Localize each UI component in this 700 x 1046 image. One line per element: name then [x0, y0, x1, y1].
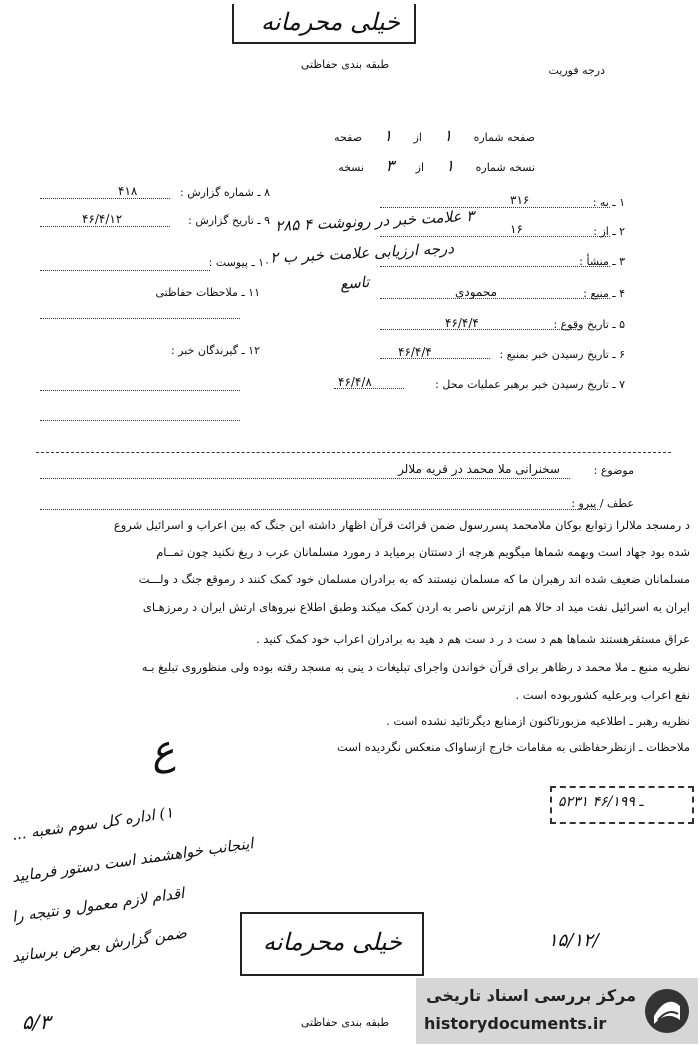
attachment-line [40, 270, 210, 271]
top-classification-stamp [232, 4, 416, 44]
watermark [416, 978, 698, 1044]
source-line [380, 298, 610, 299]
receipt-date-value: ۴۶/۴/۴ [398, 345, 432, 359]
from-handwritten-note: ۳ علامت خبر در رونوشت ۴ ۲۸۵ [274, 206, 475, 236]
handwritten-note-line-2: اینجانب خواهشمند است دستور فرمایید [10, 834, 255, 886]
from-value: ۱۶ [510, 222, 523, 236]
body-line-1: د رمسجد ملالرا زتوابع بوکان ملامحمد پسررسول ضمن قرائت قرآن اظهار داشته این جنگ که بین اعراب و اسرائیل شروع [113, 518, 690, 532]
to-value: ۳۱۶ [510, 193, 530, 207]
occurrence-date-label: ۵ ـ تاریخ وقوع : [553, 318, 625, 331]
from-label: ۲ ـ از : [593, 225, 625, 238]
report-date-line [40, 226, 170, 227]
copy-of-value: ۳ [385, 156, 395, 175]
origin-handwritten-note: درجه ارزیابی علامت خبر ب ۲ [269, 239, 455, 267]
remarks-line: ملاحظات ـ ازنظرحفاظتی به مقامات خارج ازساواک منعکس نگردیده است [337, 740, 690, 754]
subject-label: موضوع : [593, 464, 634, 477]
subject-value: سخنرانی ملا محمد در قریه ملالر [398, 462, 560, 476]
handwritten-page-mark: ۵/۳ [22, 1010, 51, 1034]
report-number-label: ۸ ـ شماره گزارش : [180, 186, 270, 199]
source-value: محمودی [455, 285, 498, 299]
origin-label: ۳ ـ منشأ : [579, 255, 625, 268]
report-number-line [40, 198, 170, 199]
handwritten-date: ۱۵/۱۲/ [548, 930, 599, 951]
handwritten-note-line-4: ضمن گزارش بعرض برسانید [10, 923, 188, 966]
source-opinion-line-1: نظریه منبع ـ ملا محمد د رظاهر برای قرآن خواندن واجرای تبلیغات د ینی به مسجد رفته بوده ولی منظوروی تبلیغ بـه [141, 660, 690, 674]
reach-date-label: ۷ ـ تاریخ رسیدن خبر برهبر عملیات محل : [435, 378, 625, 391]
security-notes-label: ۱۱ ـ ملاحظات حفاظتی [155, 286, 260, 299]
security-notes-line1 [40, 318, 240, 319]
to-label: ۱ ـ به : [592, 196, 625, 209]
watermark-title: مرکز بررسی اسناد تاریخی [426, 986, 636, 1005]
source-label: ۴ ـ منبع : [583, 287, 625, 300]
from-line [380, 236, 610, 237]
bottom-stamp-text: خیلی محرمانه [263, 928, 402, 956]
body-line-4: ایران به اسرائیل نفت مید اد حالا هم ازترس ناصر به اردن کمک میکند وطبق اطلاع نیروهای ارتش ایران د رمرزهـای [142, 600, 690, 614]
recipients-label: ۱۲ ـ گیرندگان خبر : [170, 344, 260, 357]
archive-logo-icon [642, 986, 692, 1036]
attachment-label: ۱۰ ـ پیوست : [208, 256, 270, 269]
section-divider [36, 452, 671, 453]
top-stamp-text: خیلی محرمانه [261, 8, 400, 36]
origin-line [380, 266, 610, 267]
report-date-label: ۹ ـ تاریخ گزارش : [188, 214, 270, 227]
page-value: ۱ [443, 126, 453, 145]
report-date-value: ۴۶/۴/۱۲ [82, 212, 123, 226]
receipt-date-label: ۶ ـ تاریخ رسیدن خبر بمنبع : [499, 348, 625, 361]
body-line-5: عراق مستقرهستند شماها هم د ست د ر د ست هم د هید به برادران اعراب خود کمک کنید . [256, 632, 690, 646]
reference-label: عطف / پیرو : [571, 497, 634, 510]
report-number-value: ۴۱۸ [118, 184, 138, 198]
reference-line [40, 509, 600, 510]
page-of-label: از [413, 131, 422, 144]
occurrence-date-value: ۴۶/۴/۴ [445, 316, 479, 330]
receipt-stamp-text: ۵۲۳۱ ـ ۴۶/۱۹۹ [558, 794, 644, 810]
reach-date-value: ۴۶/۴/۸ [338, 375, 372, 389]
page-label: صفحه شماره [473, 131, 535, 144]
recipients-line1 [40, 390, 240, 391]
to-line [380, 207, 610, 208]
page-number-row [334, 126, 535, 145]
recipients-line2 [40, 420, 240, 421]
handwritten-note-line-1: ۱) اداره کل سوم شعبه ... [10, 803, 175, 844]
copy-value: ۱ [445, 156, 455, 175]
copy-number-row [338, 156, 535, 175]
handwritten-initial: ع [146, 726, 178, 776]
body-line-3: مسلمانان ضعیف شده اند رهبران ما که مسلمان نیستند که به برادران مسلمان خود کمک کنند د رموقع جنگ د ولـــت [138, 572, 690, 586]
subject-line [40, 478, 570, 479]
copy-label: نسخه شماره [475, 161, 535, 174]
copy-of-label: از [415, 161, 425, 174]
receipt-date-line [380, 358, 490, 359]
source-handwritten-note: تاسع [339, 272, 371, 294]
reach-date-line [334, 388, 404, 389]
occurrence-date-line [380, 329, 580, 330]
handwritten-note-line-3: اقدام لازم معمول و نتیجه را [10, 883, 186, 926]
top-classification-label: طبقه بندی حفاظتی [300, 58, 390, 71]
watermark-url: historydocuments.ir [424, 1014, 607, 1033]
urgency-label: درجه فوریت [548, 64, 605, 77]
bottom-classification-label: طبقه بندی حفاظتی [300, 1016, 390, 1029]
page-of-value: ۱ [383, 126, 393, 145]
leader-opinion-line: نظریه رهبر ـ اطلاعیه مزبورتاکنون ازمنابع دیگرتائید نشده است . [386, 714, 690, 728]
copy-unit: نسخه [338, 161, 365, 174]
source-opinion-line-2: نفع اعراب وبرعلیه کشوربوده است . [515, 688, 690, 702]
body-line-2: شده بود جهاد است وبهمه شماها میگویم هرچه از دستتان برمیاید د رمورد مسلمانان عرب د ریغ نکنید چون تمــام [156, 545, 690, 559]
receipt-stamp [550, 786, 694, 824]
bottom-classification-stamp [240, 912, 424, 976]
page-unit: صفحه [334, 131, 363, 144]
